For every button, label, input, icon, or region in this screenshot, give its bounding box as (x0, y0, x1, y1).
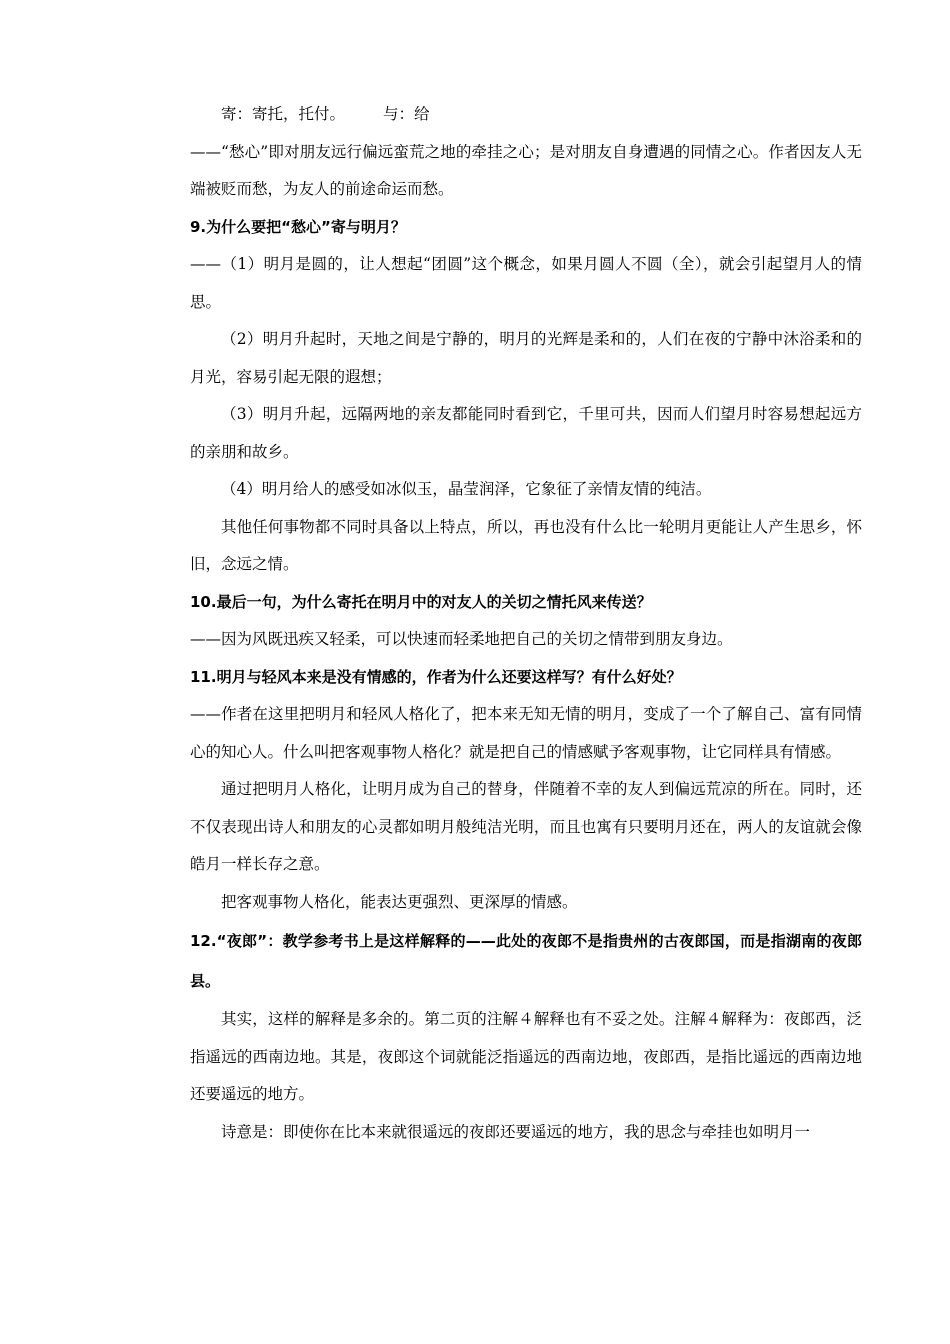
question-11: 11.明月与轻风本来是没有情感的，作者为什么还要这样写？有什么好处？ (190, 667, 682, 686)
answer-chouxin: ——“愁心”即对朋友远行偏远蛮荒之地的牵挂之心；是对朋友自身遭遇的同情之心。作者因友人无端被贬而愁，为友人的前途命运而愁。 (190, 142, 862, 198)
answer-11-part-3: 把客观事物人格化，能表达更强烈、更深厚的情感。 (221, 892, 578, 911)
document-body (190, 96, 862, 1151)
answer-9-point-2: （2）明月升起时，天地之间是宁静的，明月的光辉是柔和的，人们在夜的宁静中沐浴柔和的月光，容易引起无限的遐想； (190, 330, 862, 386)
answer-9-point-4: （4）明月给人的感受如冰似玉，晶莹润泽，它象征了亲情友情的纯洁。 (221, 480, 712, 498)
answer-10: ——因为风既迅疾又轻柔，可以快速而轻柔地把自己的关切之情带到朋友身边。 (190, 630, 733, 648)
answer-11-part-2: 通过把明月人格化，让明月成为自己的替身，伴随着不幸的友人到偏远荒凉的所在。同时，还不仅表现出诗人和朋友的心灵都如明月般纯洁光明，而且也寓有只要明月还在，两人的友谊就会像皓月一样长存之意。 (190, 780, 862, 873)
answer-9-point-3: （3）明月升起，远隔两地的亲友都能同时看到它，千里可共，因而人们望月时容易想起远方的亲朋和故乡。 (190, 405, 862, 461)
definition-yu: 与：给 (383, 105, 430, 123)
answer-9-point-1: ——（1）明月是圆的，让人想起“团圆”这个概念，如果月圆人不圆（全），就会引起望月人的情思。 (190, 255, 862, 311)
answer-12-part-1: 其实，这样的解释是多余的。第二页的注解４解释也有不妥之处。注解４解释为：夜郎西，泛指遥远的西南边地。其是，夜郎这个词就能泛指遥远的西南边地，夜郎西，是指比遥远的西南边地还要遥远的地方。 (190, 1010, 862, 1103)
definition-line (190, 96, 862, 134)
question-12: 12.“夜郎”：教学参考书上是这样解释的——此处的夜郎不是指贵州的古夜郎国，而是指湖南的夜郎县。 (190, 932, 862, 990)
definition-ji: 寄：寄托，托付。 (221, 105, 346, 123)
answer-9-summary: 其他任何事物都不同时具备以上特点，所以，再也没有什么比一轮明月更能让人产生思乡，怀旧，念远之情。 (190, 517, 862, 573)
answer-11-part-1: ——作者在这里把明月和轻风人格化了，把本来无知无情的明月，变成了一个了解自己、富有同情心的知心人。什么叫把客观事物人格化？就是把自己的情感赋予客观事物，让它同样具有情感。 (190, 705, 862, 761)
answer-12-part-2: 诗意是：即使你在比本来就很遥远的夜郎还要遥远的地方，我的思念与牵挂也如明月一 (221, 1122, 811, 1141)
question-9: 9.为什么要把“愁心”寄与明月？ (190, 217, 406, 236)
question-10: 10.最后一句，为什么寄托在明月中的对友人的关切之情托风来传送？ (190, 592, 652, 611)
